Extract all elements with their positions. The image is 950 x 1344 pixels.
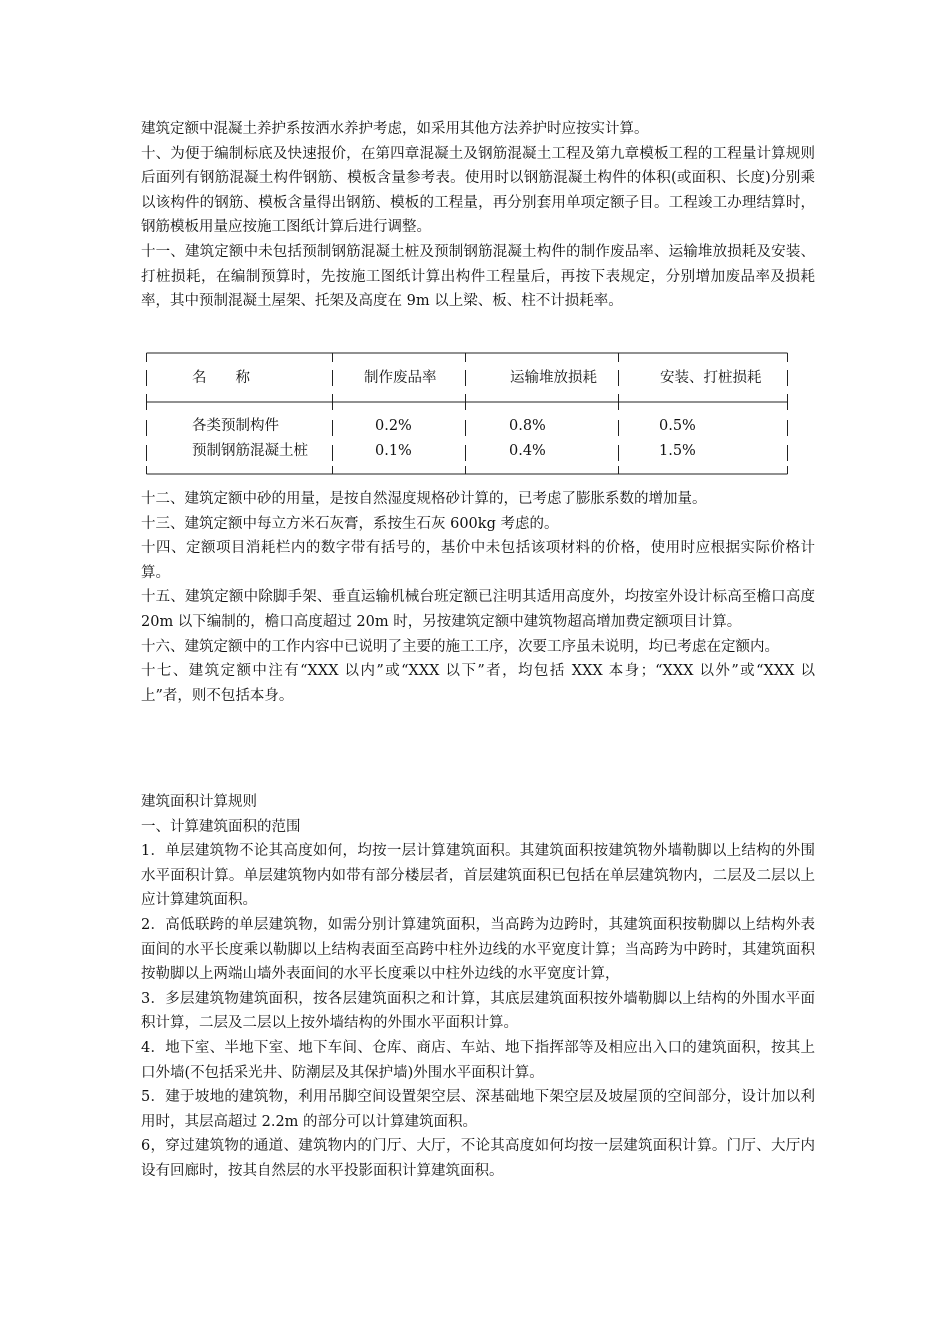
area-item-2: 2．高低联跨的单层建筑物，如需分别计算建筑面积，当高跨为边跨时，其建筑面积按勒脚以上结构外表面间的水平长度乘以勒脚以上结构表面至高跨中柱外边线的水平宽度计算；当高跨为中跨时，其建筑面积按勒脚以上两端山墙外表面间的水平长度乘以中柱外边线的水平宽度计算， [141,916,815,983]
intro-section [141,117,815,314]
header-waste-rate: 制作废品率 [364,370,437,386]
header-transport-loss: 运输堆放损耗 [510,370,597,386]
header-name: 名 称 [192,370,250,386]
area-rules-section [141,790,815,1184]
paragraph-10: 十、为便于编制标底及快速报价，在第四章混凝土及钢筋混凝土工程及第九章模板工程的工程量计算规则后面列有钢筋混凝土构件钢筋、模板含量参考表。使用时以钢筋混凝土构件的体积(或面积、长度)分别乘以该构件的钢筋、模板含量得出钢筋、模板的工程量，再分别套用单项定额子目。工程竣工办理结算时，钢筋模板用量应按施工图纸计算后进行调整。 [141,145,815,236]
section-subtitle: 一、计算建筑面积的范围 [141,818,301,835]
paragraph-11: 十一、建筑定额中未包括预制钢筋混凝土桩及预制钢筋混凝土构件的制作废品率、运输堆放损耗及安装、打桩损耗，在编制预算时，先按施工图纸计算出构件工程量后，再按下表规定，分别增加废品率及损耗率，其中预制混凝土屋架、托架及高度在 9m 以上梁、板、柱不计损耗率。 [141,243,815,310]
area-item-1: 1．单层建筑物不论其高度如何，均按一层计算建筑面积。其建筑面积按建筑物外墙勒脚以上结构的外围水平面积计算。单层建筑物内如带有部分楼层者，首层建筑面积已包括在单层建筑物内，二层及二层以上应计算建筑面积。 [141,843,815,909]
area-item-5: 5．建于坡地的建筑物，利用吊脚空间设置架空层、深基础地下架空层及坡屋顶的空间部分，设计加以利用时，其层高超过 2.2m 的部分可以计算建筑面积。 [141,1089,815,1130]
row-2-name: 预制钢筋混凝土桩 [192,443,308,459]
paragraph-15: 十五、建筑定额中除脚手架、垂直运输机械台班定额已注明其适用高度外，均按室外设计标高至檐口高度 20m 以下编制的，檐口高度超过 20m 时，另按建筑定额中建筑物超高增加费定额项目计算。 [141,589,815,630]
rules-section [141,487,815,708]
area-item-6: 6，穿过建筑物的通道、建筑物内的门厅、大厅，不论其高度如何均按一层建筑面积计算。门厅、大厅内设有回廊时，按其自然层的水平投影面积计算建筑面积。 [141,1138,815,1179]
row-2-install: 1.5% [659,443,696,459]
section-title: 建筑面积计算规则 [141,794,257,810]
area-item-3: 3．多层建筑物建筑面积，按各层建筑面积之和计算，其底层建筑面积按外墙勒脚以上结构的外围水平面积计算，二层及二层以上按外墙结构的外围水平面积计算。 [141,990,815,1032]
loss-rate-table [146,352,788,476]
row-2-transport: 0.4% [509,443,546,459]
paragraph-12: 十二、建筑定额中砂的用量，是按自然湿度规格砂计算的，已考虑了膨胀系数的增加量。 [141,491,707,507]
paragraph-curing: 建筑定额中混凝土养护系按洒水养护考虑，如采用其他方法养护时应按实计算。 [141,121,649,137]
paragraph-17: 十七、建筑定额中注有“XXX 以内”或“XXX 以下”者，均包括 XXX 本身；“XXX 以外”或“XXX 以上”者，则不包括本身。 [141,663,815,704]
area-item-4: 4．地下室、半地下室、地下车间、仓库、商店、车站、地下指挥部等及相应出入口的建筑面积，按其上口外墙(不包括采光井、防潮层及其保护墙)外围水平面积计算。 [141,1039,815,1081]
row-1-waste: 0.2% [375,418,412,434]
row-1-name: 各类预制构件 [192,418,279,434]
row-1-install: 0.5% [659,418,696,434]
paragraph-16: 十六、建筑定额中的工作内容中已说明了主要的施工工序，次要工序虽未说明，均已考虑在定额内。 [141,638,779,655]
row-2-waste: 0.1% [375,443,412,459]
header-install-loss: 安装、打桩损耗 [660,370,762,386]
row-1-transport: 0.8% [509,418,546,434]
paragraph-14: 十四、定额项目消耗栏内的数字带有括号的，基价中未包括该项材料的价格，使用时应根据实际价格计算。 [141,540,815,581]
paragraph-13: 十三、建筑定额中每立方米石灰膏，系按生石灰 600kg 考虑的。 [141,515,559,532]
